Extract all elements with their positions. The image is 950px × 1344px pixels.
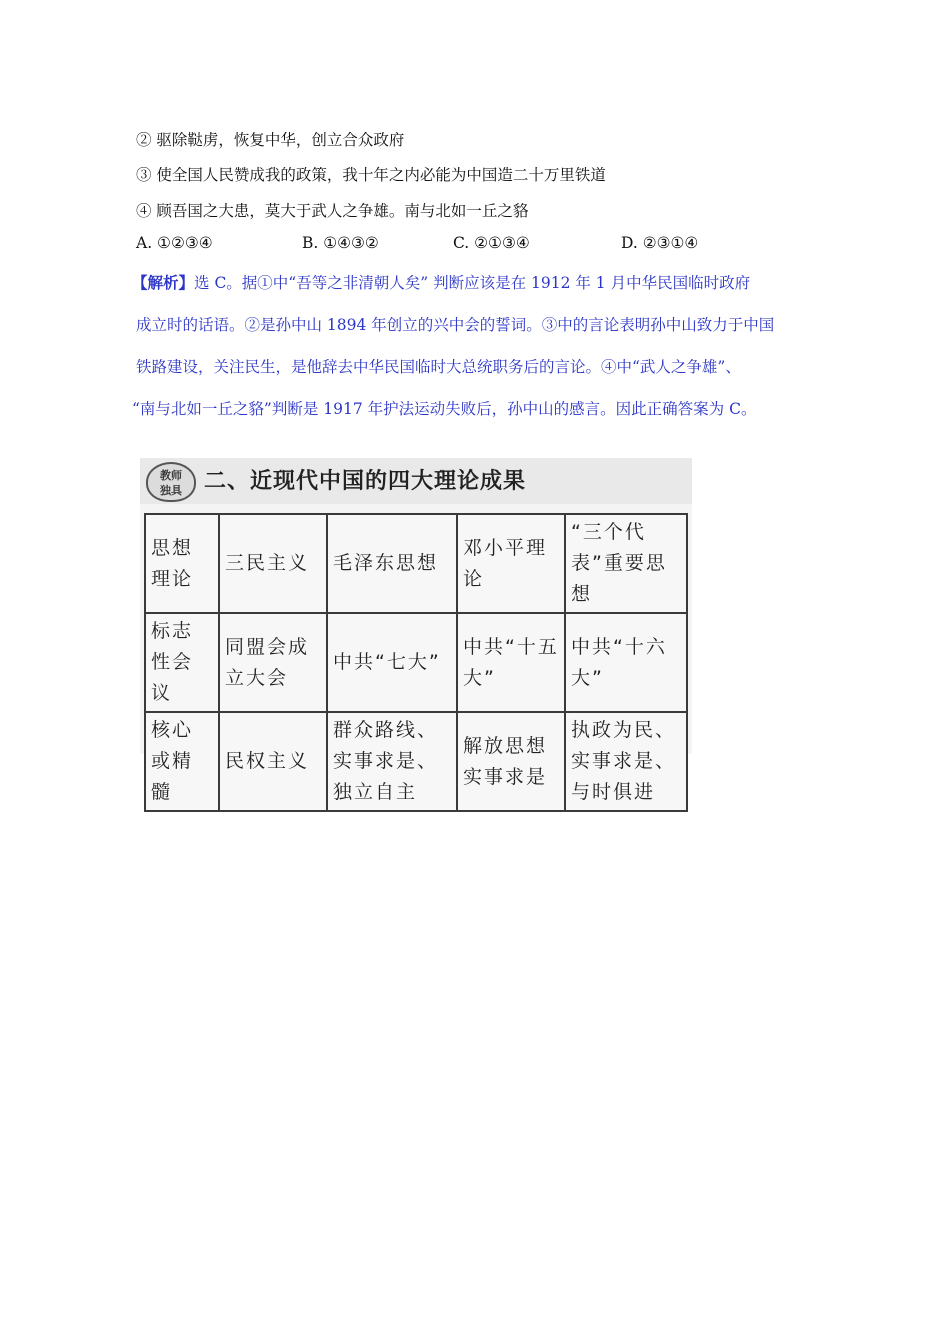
question-line-3: ③ 使全国人民赞成我的政策，我十年之内必能为中国造二十万里铁道 [136, 166, 606, 184]
badge-line-2: 独具 [160, 484, 182, 497]
table-cell: 中共“十五大” [457, 613, 565, 712]
section-title: 二、近现代中国的四大理论成果 [204, 469, 527, 494]
badge-line-1: 教师 [160, 469, 182, 482]
table-row [145, 514, 687, 613]
theory-table [144, 513, 688, 812]
option-a: A. ①②③④ [136, 234, 213, 252]
table-cell: 中共“七大” [327, 613, 457, 712]
option-c: C. ②①③④ [453, 234, 530, 252]
analysis-line-4: “南与北如一丘之貉”判断是 1917 年护法运动失败后，孙中山的感言。因此正确答案为 C。 [132, 400, 757, 418]
theory-section [140, 458, 692, 803]
table-row [145, 712, 687, 811]
analysis-tag: 【解析】 [132, 273, 195, 292]
question-line-2: ② 驱除鞑虏，恢复中华，创立合众政府 [136, 131, 405, 149]
table-cell: 执政为民、实事求是、与时俱进 [565, 712, 687, 811]
table-cell: 解放思想实事求是 [457, 712, 565, 811]
table-cell: 民权主义 [219, 712, 327, 811]
teacher-badge [146, 462, 196, 502]
table-cell: “三个代表”重要思想 [565, 514, 687, 613]
analysis-line-3: 铁路建设，关注民生，是他辞去中华民国临时大总统职务后的言论。④中“武人之争雄”、 [136, 358, 741, 376]
table-cell: 三民主义 [219, 514, 327, 613]
table-row [145, 613, 687, 712]
question-line-4: ④ 顾吾国之大患，莫大于武人之争雄。南与北如一丘之貉 [136, 202, 529, 220]
table-cell: 思想理论 [145, 514, 219, 613]
option-d: D. ②③①④ [621, 234, 699, 252]
table-cell: 中共“十六大” [565, 613, 687, 712]
table-cell: 群众路线、实事求是、独立自主 [327, 712, 457, 811]
option-b: B. ①④③② [302, 234, 379, 252]
table-cell: 核心或精髓 [145, 712, 219, 811]
table-cell: 同盟会成立大会 [219, 613, 327, 712]
table-cell: 邓小平理论 [457, 514, 565, 613]
analysis-line-2: 成立时的话语。②是孙中山 1894 年创立的兴中会的誓词。③中的言论表明孙中山致力于中国 [136, 316, 775, 334]
table-cell: 毛泽东思想 [327, 514, 457, 613]
section-banner [140, 458, 692, 504]
analysis-line-1: 选 C。据①中“吾等之非清朝人矣” 判断应该是在 1912 年 1 月中华民国临时政府 [194, 274, 751, 292]
table-cell: 标志性会议 [145, 613, 219, 712]
